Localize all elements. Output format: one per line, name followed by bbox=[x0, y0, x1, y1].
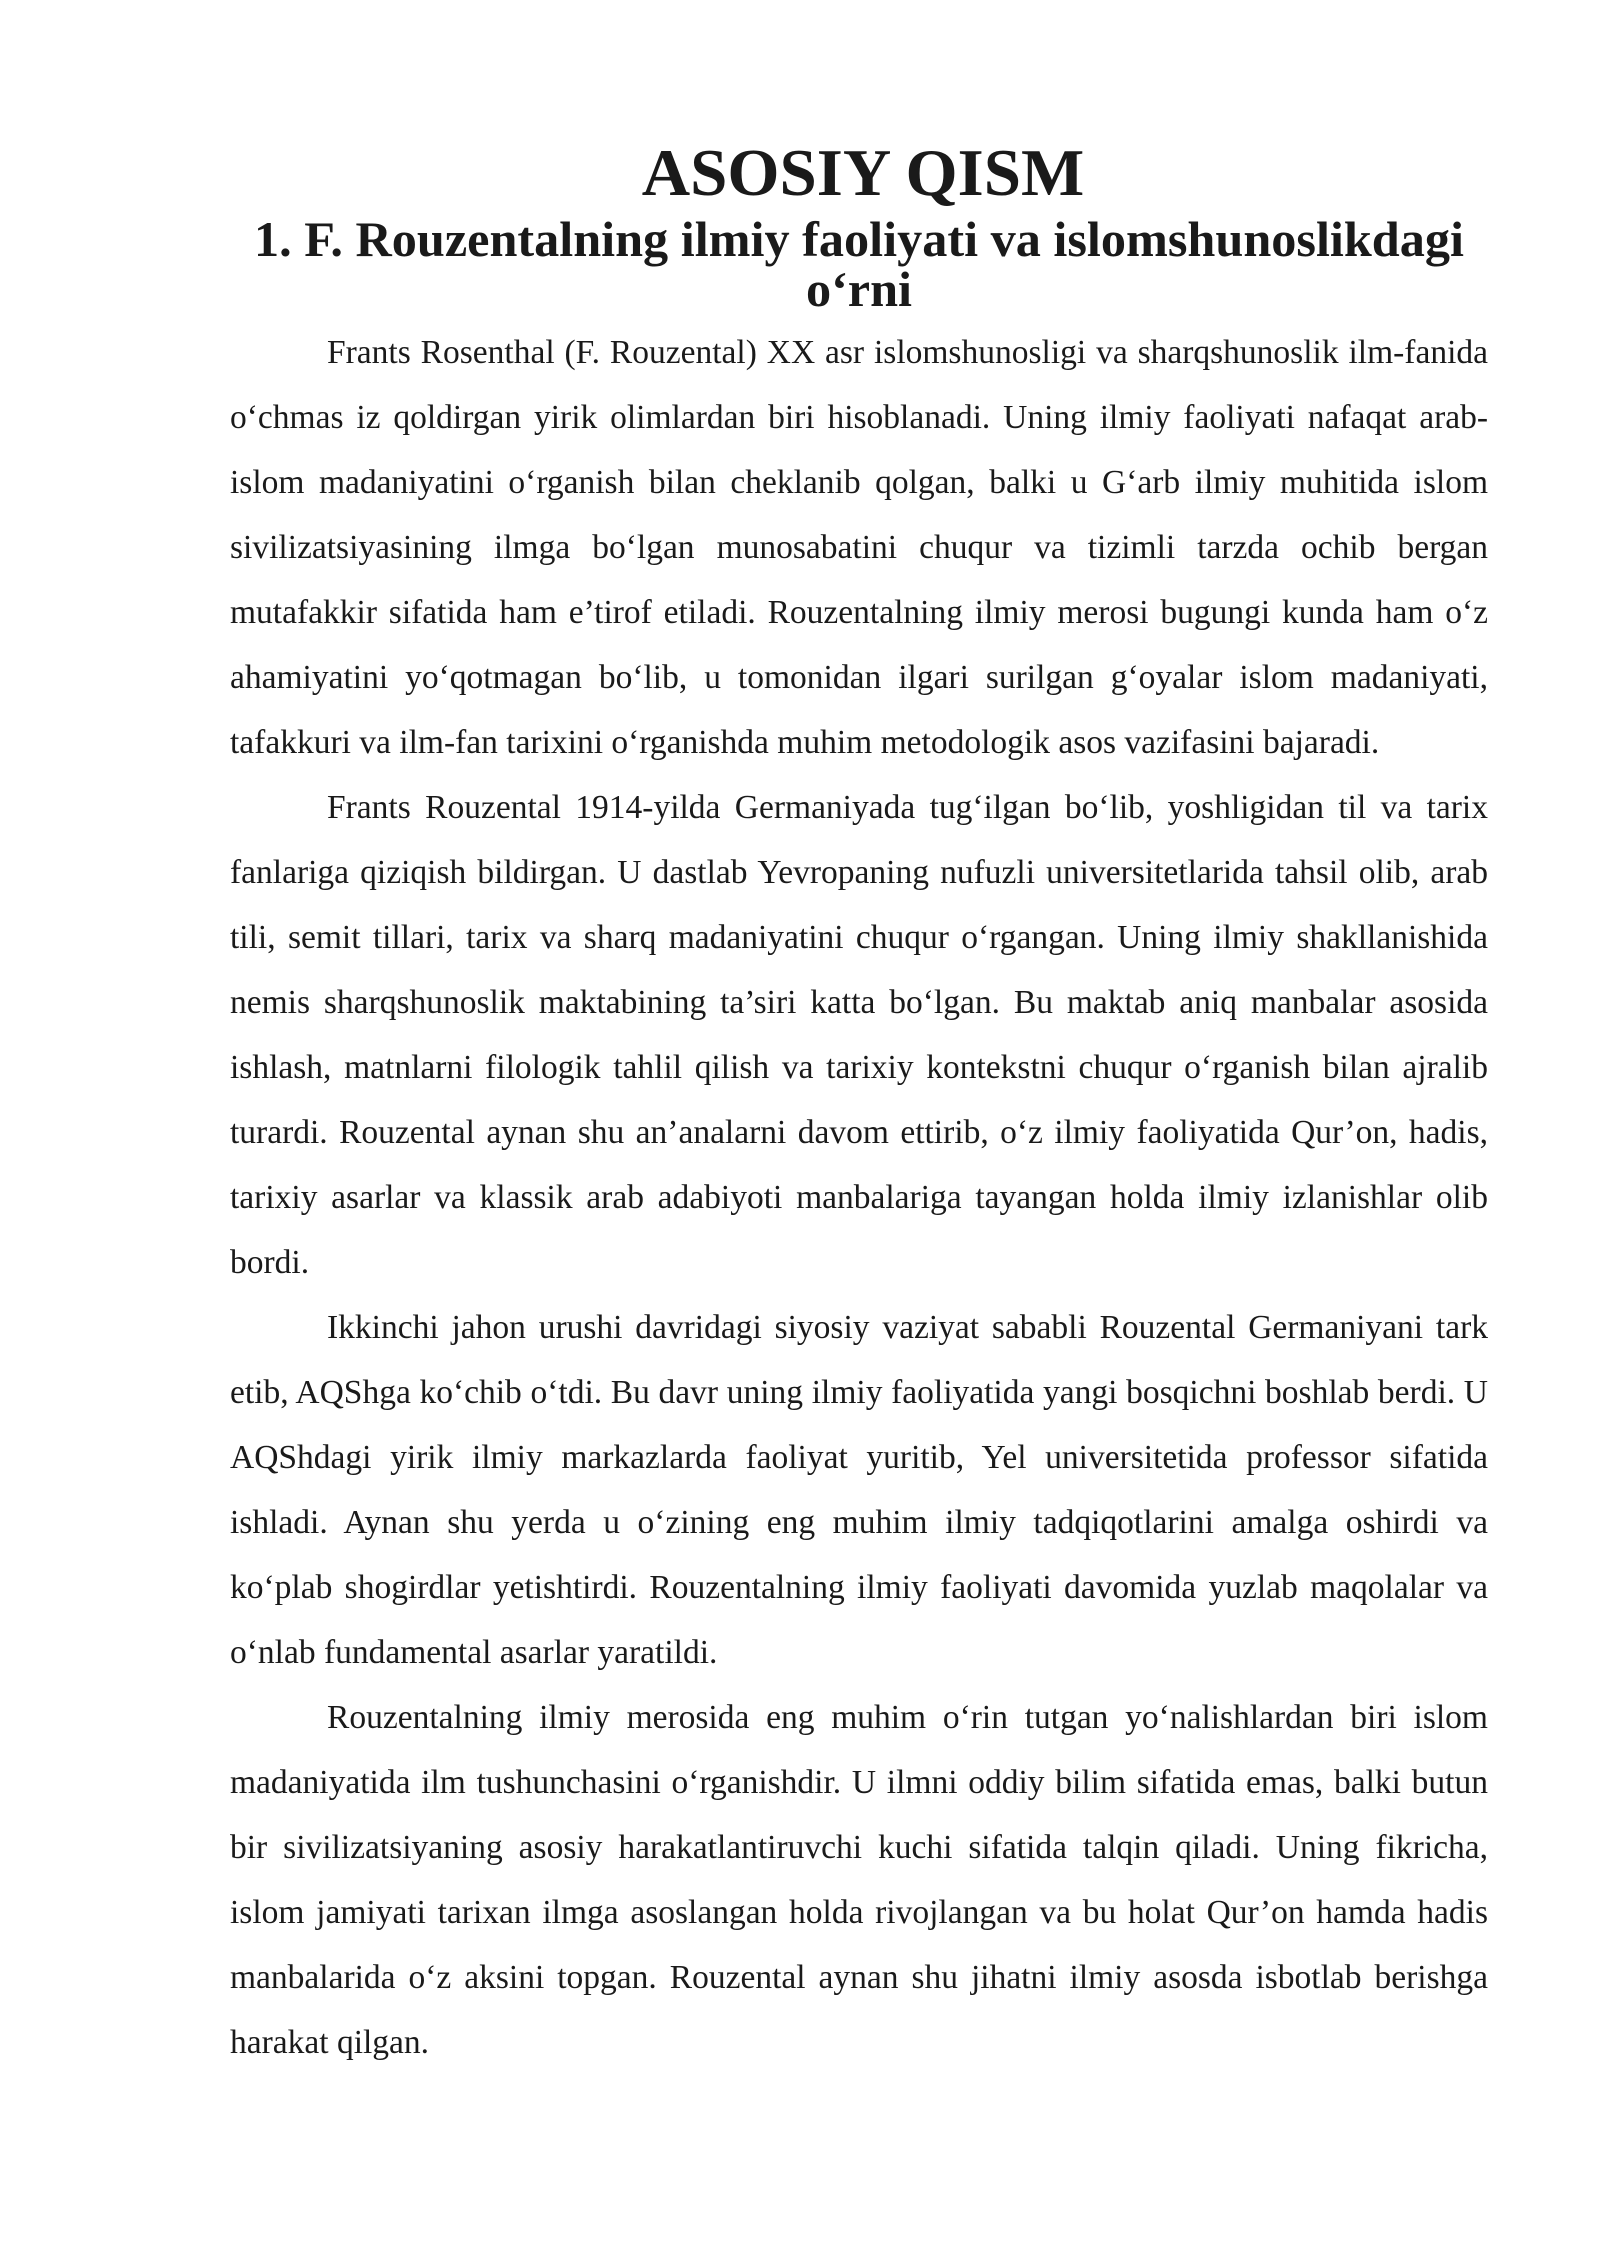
document-page bbox=[230, 136, 1488, 2075]
section-title: 1. F. Rouzentalning ilmiy faoliyati va islomshunoslikdagi o‘rni bbox=[254, 211, 1464, 317]
heading-text: ASOSIY QISM bbox=[641, 136, 1085, 210]
paragraph-3: Ikkinchi jahon urushi davridagi siyosiy vaziyat sababli Rouzental Germaniyani tark etib, AQShga ko‘chib o‘tdi. Bu davr uning ilmiy faoliyatida yangi bosqichni boshlab berdi. U AQShdagi yirik ilmiy markazlarda faoliyat yuritib, Yel universitetida professor sifatida ishladi. Aynan shu yerda u o‘zining eng muhim ilmiy tadqiqotlarini amalga oshirdi va ko‘plab shogirdlar yetishtirdi. Rouzentalning ilmiy faoliyati davomida yuzlab maqolalar va o‘nlab fundamental asarlar yaratildi. bbox=[230, 1309, 1488, 1671]
paragraph-2: Frants Rouzental 1914-yilda Germaniyada tug‘ilgan bo‘lib, yoshligidan til va tarix fanlariga qiziqish bildirgan. U dastlab Yevropaning nufuzli universitetlarida tahsil olib, arab tili, semit tillari, tarix va sharq madaniyatini chuqur o‘rgangan. Uning ilmiy shakllanishida nemis sharqshunoslik maktabining ta’siri katta bo‘lgan. Bu maktab aniq manbalar asosida ishlash, matnlarni filologik tahlil qilish va tarixiy kontekstni chuqur o‘rganish bilan ajralib turardi. Rouzental aynan shu an’analarni davom ettirib, o‘z ilmiy faoliyatida Qur’on, hadis, tarixiy asarlar va klassik arab adabiyoti manbalariga tayangan holda ilmiy izlanishlar olib bordi. bbox=[230, 789, 1488, 1281]
paragraph-4: Rouzentalning ilmiy merosida eng muhim o‘rin tutgan yo‘nalishlardan biri islom madaniyatida ilm tushunchasini o‘rganishdir. U ilmni oddiy bilim sifatida emas, balki butun bir sivilizatsiyaning asosiy harakatlantiruvchi kuchi sifatida talqin qiladi. Uning fikricha, islom jamiyati tarixan ilmga asoslangan holda rivojlangan va bu holat Qur’on hamda hadis manbalarida o‘z aksini topgan. Rouzental aynan shu jihatni ilmiy asosda isbotlab berishga harakat qilgan. bbox=[230, 1699, 1488, 2061]
page-heading bbox=[230, 136, 1488, 210]
paragraph-1: Frants Rosenthal (F. Rouzental) XX asr islomshunosligi va sharqshunoslik ilm-fanida o‘chmas iz qoldirgan yirik olimlardan biri hisoblanadi. Uning ilmiy faoliyati nafaqat arab-islom madaniyatini o‘rganish bilan cheklanib qolgan, balki u G‘arb ilmiy muhitida islom sivilizatsiyasining ilmga bo‘lgan munosabatini chuqur va tizimli tarzda ochib bergan mutafakkir sifatida ham e’tirof etiladi. Rouzentalning ilmiy merosi bugungi kunda ham o‘z ahamiyatini yo‘qotmagan bo‘lib, u tomonidan ilgari surilgan g‘oyalar islom madaniyati, tafakkuri va ilm-fan tarixini o‘rganishda muhim metodologik asos vazifasini bajaradi. bbox=[230, 334, 1488, 761]
